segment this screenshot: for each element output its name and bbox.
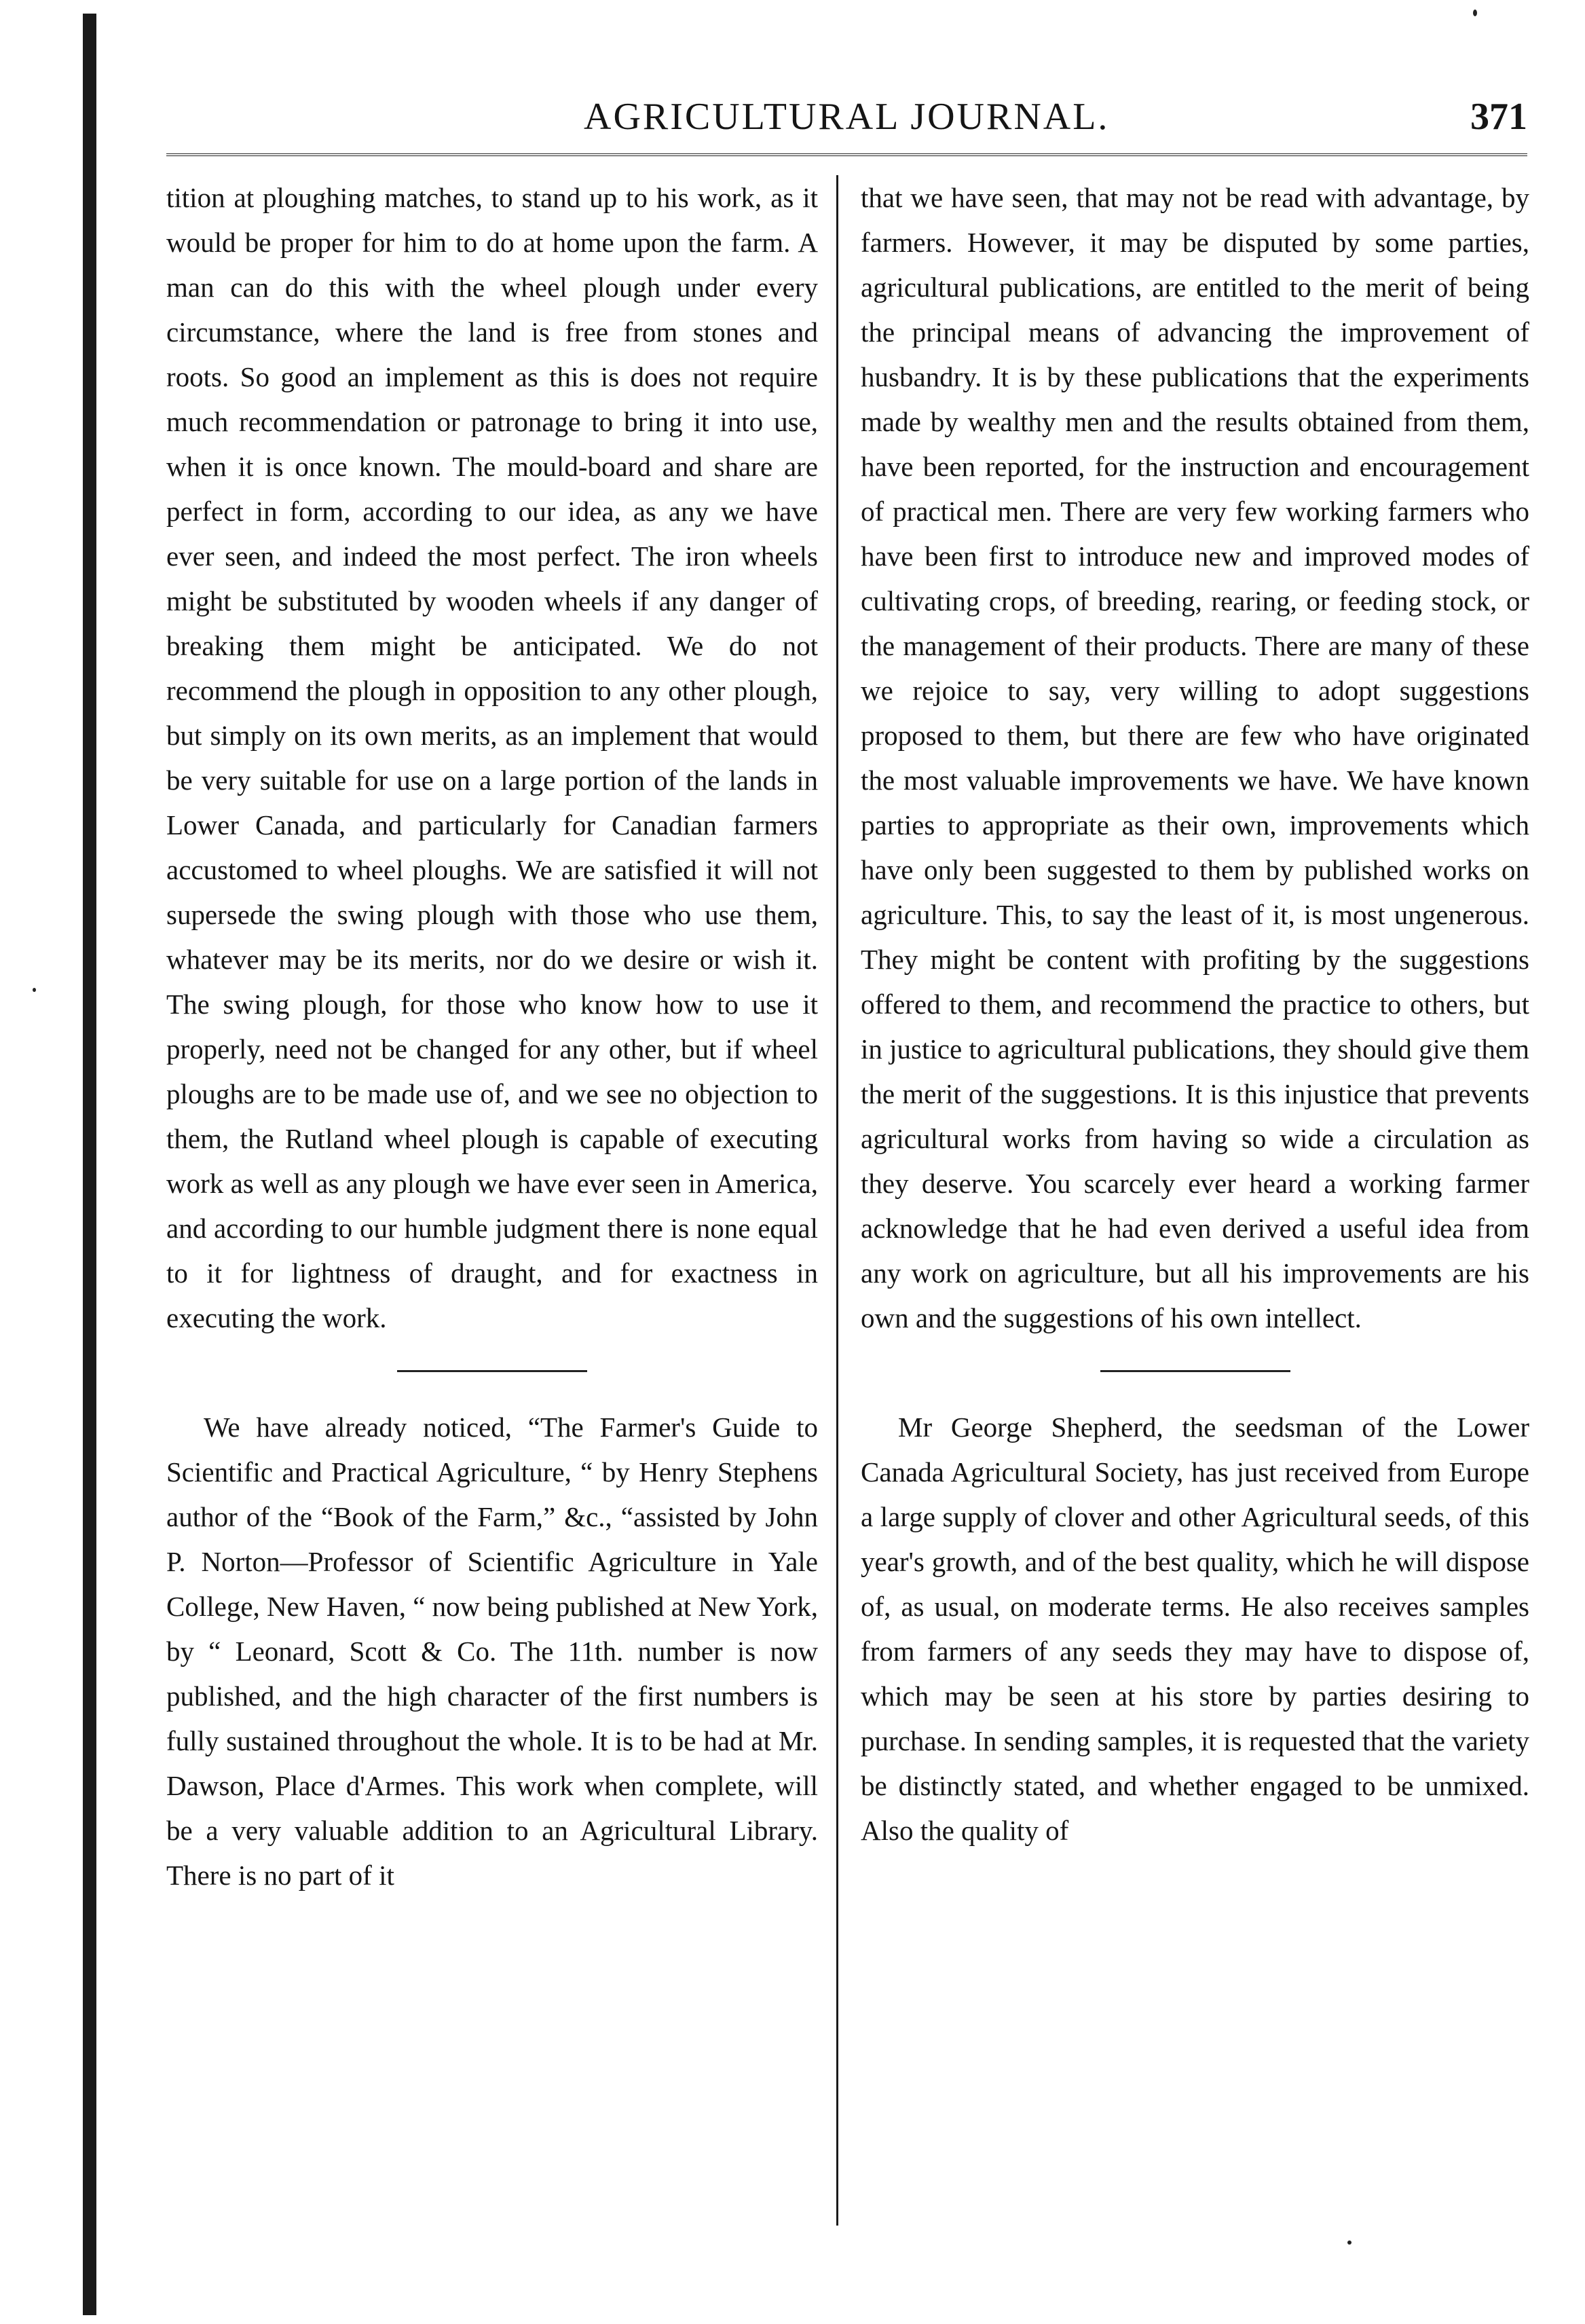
article-paragraph-seedsman: Mr George Shepherd, the seedsman of the Lower Canada Agricultural Society, has just received from Europe a large supply of clover and other Agricultural seeds, of this year's growth, and of the best quality, which he will dispose of, as usual, on moderate terms. He also receives samples from farmers of any seeds they may have to dispose of, which may be seen at his store by parties desiring to purchase. In sending samples, it is requested that the variety be distinctly stated, and whether engaged to be unmixed. Also the quality of (861, 1412, 1529, 1846)
left-column (166, 175, 818, 2260)
column-divider (836, 175, 838, 2226)
print-speck (1347, 2240, 1351, 2245)
article-paragraph-publications: that we have seen, that may not be read with advantage, by farmers. However, it may be disputed by some parties, agricultural publications, are entitled to the merit of being the principal means of advancing the improvement of husbandry. It is by these publications that the experiments made by wealthy men and the results obtained from them, have been reported, for the instruction and encouragement of practical men. There are very few working farmers who have been first to introduce new and improved modes of cultivating crops, of breeding, rearing, or feeding stock, or the management of their products. There are many of these we rejoice to say, very willing to adopt suggestions proposed to them, but there are few who have originated the most valuable improvements we have. We have known parties to appropriate as their own, improvements which have only been suggested to them by published works on agriculture. This, to say the least of it, is most ungenerous. They might be content with profiting by the suggestions offered to them, and recommend the practice to others, but in justice to agricultural publications, they should give them the merit of the suggestions. It is this injustice that prevents agricultural works from having so wide a circulation as they deserve. You scarcely ever heard a working farmer acknowledge that he had even derived a useful idea from any work on agriculture, but all his improvements are his own and the suggestions of his own intellect. (861, 182, 1529, 1333)
article-paragraph-plough: tition at ploughing matches, to stand up to his work, as it would be proper for him to do at home upon the farm. A man can do this with the wheel plough under every circumstance, where the land is free from stones and roots. So good an implement as this is does not require much recommendation or patronage to bring it into use, when it is once known. The mould-board and share are perfect in form, according to our idea, as any we have ever seen, and indeed the most perfect. The iron wheels might be substituted by wooden wheels if any danger of breaking them might be anticipated. We do not recommend the plough in opposition to any other plough, but simply on its own merits, as an implement that would be very suitable for use on a large portion of the lands in Lower Canada, and particularly for Canadian farmers accustomed to wheel ploughs. We are satisfied it will not supersede the swing plough with those who use them, whatever may be its merits, nor do we desire or wish it. The swing plough, for those who know how to use it properly, need not be changed for any other, but if wheel ploughs are to be made use of, and we see no objection to them, the Rutland wheel plough is capable of executing work as well as any plough we have ever seen in America, and according to our humble judgment there is none equal to it for lightness of draught, and for exactness in executing the work. (166, 182, 818, 1333)
article-paragraph-farmers-guide: We have already noticed, “The Farmer's Guide to Scientific and Practical Agriculture, “ by Henry Stephens author of the “Book of the Farm,” &c., “assisted by John P. Norton—Professor of Scientific Agriculture in Yale College, New Haven, “ now being published at New York, by “ Leonard, Scott & Co. The 11th. number is now published, and the high character of the first numbers is fully sustained throughout the whole. It is to be had at Mr. Dawson, Place d'Armes. This work when complete, will be a very valuable addition to an Agricultural Library. There is no part of it (166, 1412, 818, 1891)
running-head-title: AGRICULTURAL JOURNAL. (584, 96, 1110, 138)
section-divider (397, 1370, 587, 1372)
binding-spine-edge (83, 14, 96, 2315)
section-divider (1100, 1370, 1290, 1372)
header-double-rule (166, 153, 1527, 160)
page-number: 371 (1470, 96, 1527, 138)
right-column (861, 175, 1529, 2260)
print-speck (33, 988, 36, 992)
print-speck (1473, 10, 1477, 16)
